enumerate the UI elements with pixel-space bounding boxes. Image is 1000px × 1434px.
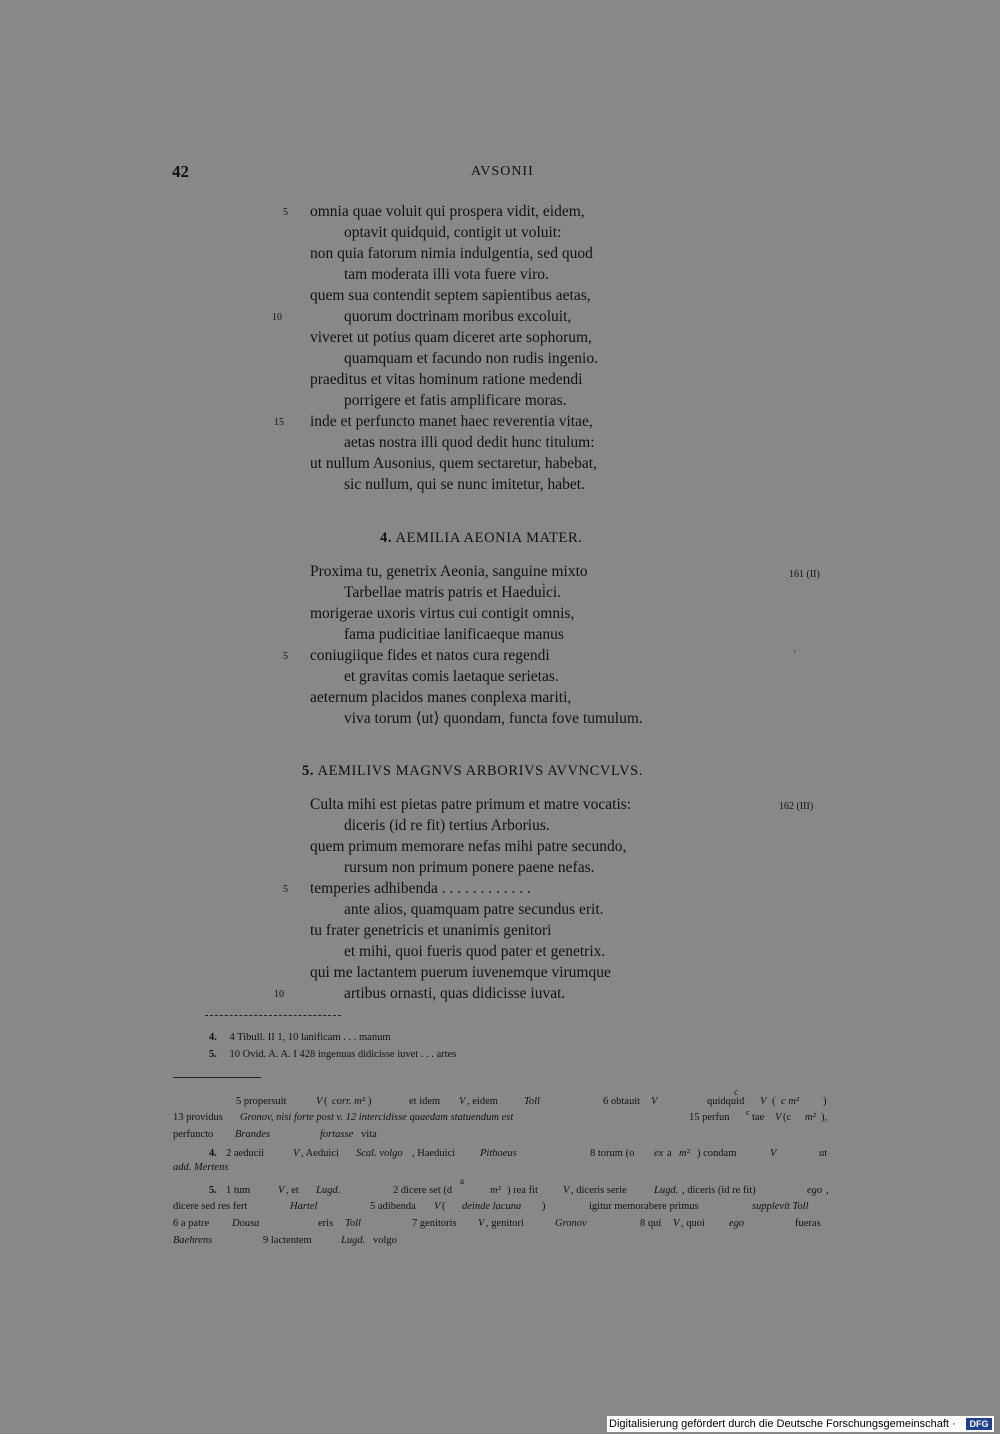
app-4-n: ut	[819, 1148, 828, 1159]
app-7-c: 5 adibenda	[370, 1201, 416, 1212]
app-7-f: deinde lacuna	[462, 1201, 522, 1212]
apparatus-rule	[173, 1077, 261, 1078]
app-4-j: a	[667, 1148, 672, 1159]
app-6-e: Lugd.	[316, 1185, 341, 1196]
app-7-e: (	[442, 1201, 446, 1212]
poem-4-mark: ·	[793, 647, 797, 658]
app-3-b: Brandes	[235, 1129, 270, 1140]
app-5-a: add. Mertens	[173, 1162, 229, 1173]
poem5-line-number: 10	[274, 989, 284, 1000]
app-6-n: ,	[826, 1185, 829, 1196]
poem5-line-5: temperies adhibenda . . . . . . . . . . . .	[310, 880, 531, 897]
app-1-p: )	[823, 1096, 827, 1107]
app-4-a: 4.	[209, 1148, 217, 1159]
app-7-i: supplevit Toll	[752, 1201, 809, 1212]
poem-4-heading	[380, 530, 583, 547]
app-8-m: fueras	[795, 1218, 821, 1229]
app-6-sup: a	[460, 1176, 464, 1186]
page-number: 42	[172, 162, 189, 181]
poem3-line-14: sic nullum, qui se nunc imitetur, habet.	[344, 476, 585, 493]
poem4-line-8: viva torum ⟨ut⟩ quondam, functa fove tumulum.	[344, 710, 643, 727]
poem3-line-2: optavit quidquid, contigit ut voluit:	[344, 224, 562, 241]
app-8-k: , quoi	[681, 1218, 705, 1229]
app-4-l: ) condam	[697, 1148, 737, 1159]
app-8-h: Gronov	[555, 1218, 587, 1229]
app-8-g: , genitori	[486, 1218, 524, 1229]
poem3-line-1: omnia quae voluit qui prospera vidit, eidem,	[310, 203, 585, 220]
app-2-a: 13 providus	[173, 1112, 223, 1123]
testimonia-4	[209, 1031, 391, 1045]
app-4-g: Pithoeus	[480, 1148, 517, 1159]
poem5-line-7: tu frater genetricis et unanimis genitori	[310, 922, 552, 939]
app-4-i: ex	[654, 1148, 664, 1159]
poem3-line-3: non quia fatorum nimia indulgentia, sed quod	[310, 245, 593, 262]
poem5-line-6: ante alios, quamquam patre secundus erit.	[344, 901, 604, 918]
app-1-i: Toll	[524, 1096, 540, 1107]
testimonia-5	[209, 1048, 456, 1062]
app-3-d: vita	[361, 1129, 377, 1140]
app-6-k: Lugd.	[654, 1185, 679, 1196]
poem3-line-number: 15	[274, 417, 284, 428]
poem3-line-5: quem sua contendit septem sapientibus aetas,	[310, 287, 591, 304]
app-4-f: , Haeduici	[412, 1148, 456, 1159]
app-8-a: 6 a patre	[173, 1218, 210, 1229]
app-2-b: Gronov, nisi forte post v. 12 intercidisse quaedam statuendum est	[240, 1112, 514, 1123]
app-8-l: ego	[729, 1218, 745, 1229]
app-8-e: 7 genitoris	[412, 1218, 457, 1229]
poem3-line-number: 5	[283, 207, 288, 218]
app-1-c: (	[324, 1096, 328, 1107]
app-6-h: ) rea fit	[507, 1185, 538, 1196]
app-6-g: m²	[490, 1185, 501, 1196]
app-1-k: V	[651, 1096, 658, 1107]
app-6-m: ego	[807, 1185, 823, 1196]
testimonia-4-num: 4.	[209, 1032, 217, 1043]
poem3-line-8: quamquam et facundo non rudis ingenio.	[344, 350, 598, 367]
poem-5-number: 5.	[302, 763, 315, 779]
dfg-logo-icon: DFG	[966, 1418, 992, 1430]
testimonia-4-text: 4 Tibull. II 1, 10 lanificam . . . manum	[229, 1032, 391, 1043]
poem5-line-10: artibus ornasti, quas didicisse iuvat.	[344, 985, 566, 1002]
poem-4-ref: 161 (II)	[789, 569, 820, 580]
app-1-sup: c	[734, 1087, 738, 1097]
poem3-line-11: inde et perfuncto manet haec reverentia vitae,	[310, 413, 593, 430]
app-1-j: 6 obtauit	[603, 1096, 641, 1107]
testimonia-5-text: 10 Ovid. A. A. I 428 ingenuas didicisse iuvet . . . artes	[229, 1049, 457, 1060]
app-8-f: V	[478, 1218, 485, 1229]
app-6-j: , diceris serie	[571, 1185, 627, 1196]
app-8-c: eris	[318, 1218, 334, 1229]
app-1-d: corr. m²	[332, 1096, 365, 1107]
app-7-g: )	[542, 1201, 546, 1212]
app-4-e: Scal. volgo	[356, 1148, 403, 1159]
poem3-line-12: aetas nostra illi quod dedit hunc titulum:	[344, 434, 595, 451]
app-7-a: dicere sed res fert	[173, 1201, 248, 1212]
app-4-d: , Aeduici	[301, 1148, 339, 1159]
poem-4-title: AEMILIA AEONIA MATER.	[395, 530, 583, 546]
app-1-n: (	[772, 1096, 776, 1107]
poem5-line-8: et mihi, quoi fueris quod pater et genetrix.	[344, 943, 606, 960]
poem4-line-4: fama pudicitiae lanificaeque manus	[344, 626, 564, 643]
poem3-line-9: praeditus et vitas hominum ratione medendi	[310, 371, 583, 388]
app-1-b: V	[316, 1096, 323, 1107]
poem-5-ref: 162 (III)	[779, 801, 814, 812]
app-1-h: , eidem	[467, 1096, 498, 1107]
poem3-line-10: porrigere et fatis amplificare moras.	[344, 392, 567, 409]
digitization-footer	[607, 1416, 994, 1432]
app-9-d: volgo	[373, 1235, 397, 1246]
app-3-c: fortasse	[320, 1129, 354, 1140]
app-9-a: Baehrens	[173, 1235, 213, 1246]
poem4-line-2: Tarbellae matris patris et Haedui̇ci.	[344, 584, 562, 601]
poem-5-heading	[302, 763, 643, 780]
app-6-c: V	[278, 1185, 285, 1196]
app-1-l: quidquid	[707, 1096, 745, 1107]
poem5-line-9: qui me lactantem puerum iuvenemque virumque	[310, 964, 611, 981]
app-1-f: et idem	[409, 1096, 441, 1107]
app-2-e: tae	[752, 1112, 765, 1123]
poem5-line-number: 5	[283, 884, 288, 895]
poem3-line-13: ut nullum Ausonius, quem sectaretur, habebat,	[310, 455, 597, 472]
app-6-a: 5.	[209, 1185, 217, 1196]
running-title: AVSONII	[471, 164, 534, 179]
poem5-line-3: quem primum memorare nefas mihi patre secundo,	[310, 838, 627, 855]
poem4-line-3: morigerae uxoris virtus cui contigit omnis,	[310, 605, 575, 622]
app-6-i: V	[563, 1185, 570, 1196]
app-2-h: m²	[805, 1112, 816, 1123]
app-4-m: V	[770, 1148, 777, 1159]
app-9-b: 9 lactentem	[263, 1235, 312, 1246]
app-6-b: 1 tum	[226, 1185, 251, 1196]
app-4-c: V	[293, 1148, 300, 1159]
poem5-line-2: diceris (id re fit) tertius Arborius.	[344, 817, 550, 834]
poem-5-title: AEMILIVS MAGNVS ARBORIVS AVVNCVLVS.	[317, 763, 644, 779]
app-1-e: )	[368, 1096, 372, 1107]
app-2-d: c	[746, 1108, 750, 1117]
poem3-line-6: quorum doctrinam moribus excoluit,	[344, 308, 572, 325]
app-7-h: igitur memorabere primus	[589, 1201, 699, 1212]
app-8-d: Toll	[345, 1218, 361, 1229]
poem4-line-7: aeternum placidos manes conplexa mariti,	[310, 689, 572, 706]
app-7-d: V	[434, 1201, 441, 1212]
poem4-line-1: Proxima tu, genetrix Aeonia, sanguine mixto	[310, 563, 588, 580]
app-1-o: c m²	[781, 1096, 800, 1107]
app-4-h: 8 torum (o	[590, 1148, 635, 1159]
app-4-b: 2 aeducii	[226, 1148, 265, 1159]
app-6-f: 2 dicere set (d	[393, 1185, 453, 1196]
app-9-c: Lugd.	[341, 1235, 366, 1246]
app-2-c: 15 perfun	[689, 1112, 730, 1123]
app-3-a: perfuncto	[173, 1129, 214, 1140]
app-8-j: V	[673, 1218, 680, 1229]
app-8-b: Dousa	[232, 1218, 260, 1229]
app-6-d: , et	[286, 1185, 299, 1196]
testimonia-5-num: 5.	[209, 1049, 217, 1060]
poem3-line-7: viveret ut potius quam diceret arte sophorum,	[310, 329, 592, 346]
poem4-line-6: et gravitas comis laetaque serietas.	[344, 668, 559, 685]
poem4-line-number: 5	[283, 651, 288, 662]
app-2-f: V	[775, 1112, 782, 1123]
poem3-line-4: tam moderata illi vota fuere viro.	[344, 266, 549, 283]
poem4-line-5: coniugiique fides et natos cura regendi	[310, 647, 550, 664]
app-2-i: ),	[821, 1112, 828, 1123]
footer-text: Digitalisierung gefördert durch die Deutsche Forschungsgemeinschaft ·	[609, 1418, 956, 1430]
app-4-k: m²	[679, 1148, 690, 1159]
app-2-g: (c	[783, 1112, 792, 1123]
poem5-line-4: rursum non primum ponere paene nefas.	[344, 859, 595, 876]
app-1-g: V	[459, 1096, 466, 1107]
app-1-a: 5 propersuit	[236, 1096, 287, 1107]
poem5-line-1: Culta mihi est pietas patre primum et matre vocatis:	[310, 796, 632, 813]
app-7-b: Hartel	[290, 1201, 318, 1212]
app-1-m: V	[760, 1096, 767, 1107]
poem3-line-number: 10	[272, 312, 282, 323]
app-6-l: , diceris (id re fit)	[682, 1185, 756, 1196]
testimonia-rule	[205, 1015, 341, 1016]
app-8-i: 8 qui	[640, 1218, 662, 1229]
poem-4-number: 4.	[380, 530, 393, 546]
